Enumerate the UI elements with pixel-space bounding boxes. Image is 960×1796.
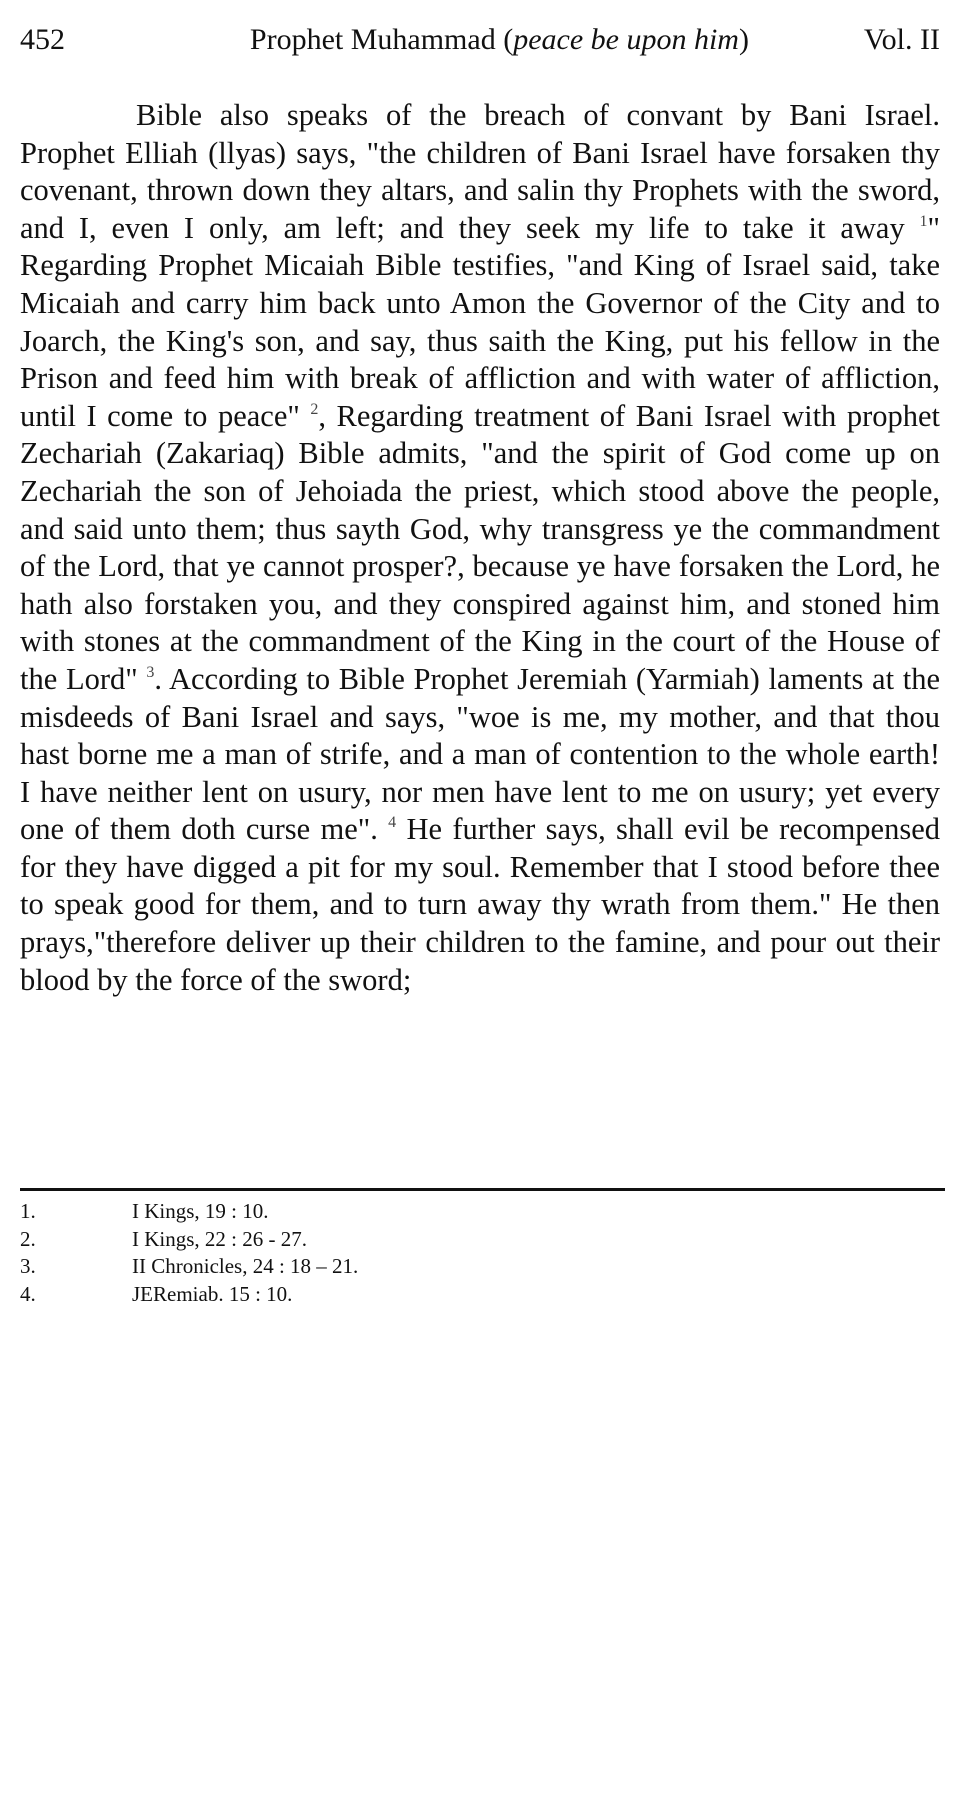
footnote-ref-4[interactable]: 4	[388, 814, 397, 832]
footnote-item	[20, 1226, 920, 1254]
volume-label: Vol. II	[863, 23, 940, 56]
footnote-number: 2.	[20, 1226, 36, 1251]
footnote-number: 1.	[20, 1199, 36, 1223]
footnote-item	[20, 1253, 920, 1281]
title-italic: peace be upon him	[513, 23, 739, 56]
footnote-item	[20, 1281, 920, 1309]
page-header	[20, 20, 940, 60]
footnote-number: 4.	[20, 1281, 36, 1306]
footnote-text: I Kings, 19 : 10.	[132, 1199, 269, 1223]
text-segment: Bible also speaks of the breach of convant by Bani Israel. Prophet Elliah (llyas) says, "the children of Bani Israel have forsaken thy covenant, thrown down they altars, and salin thy Prophets with the sword, and I, even I only, am left; and they seek my life to take it away	[20, 98, 940, 245]
footnote-ref-3[interactable]: 3	[146, 663, 155, 681]
running-title	[250, 20, 749, 60]
footnote-ref-1[interactable]: 1	[919, 212, 928, 230]
footnote-text: JERemiab. 15 : 10.	[132, 1281, 293, 1306]
footnote-text: I Kings, 22 : 26 - 27.	[132, 1226, 307, 1251]
page-number: 452	[20, 23, 65, 56]
title-suffix: )	[738, 23, 749, 56]
footnotes	[20, 1198, 920, 1308]
footnote-divider	[20, 1188, 945, 1191]
paragraph	[20, 97, 940, 999]
footnote-text: II Chronicles, 24 : 18 – 21.	[132, 1254, 359, 1278]
footnote-number: 3.	[20, 1254, 36, 1278]
text-segment: . According to Bible Prophet Jeremiah (Yarmiah) laments at the misdeeds of Bani Israel and says, "woe is me, my mother, and that thou hast borne me a man of strife, and a man of contention to the whole earth! I have neither lent on usury, nor men have lent to me on usury; yet every one of them doth curse me".	[20, 661, 941, 847]
title-prefix: Prophet Muhammad (	[249, 23, 514, 56]
footnote-ref-2[interactable]: 2	[310, 400, 319, 418]
main-text	[20, 97, 940, 999]
text-segment: He further says, shall evil be recompensed for they have digged a pit for my soul. Remember that I stood before thee to speak good for them, and to turn away thy wrath from them." He then prays,"therefore deliver up their children to the famine, and pour out their blood by the force of the sword;	[20, 812, 940, 997]
text-segment: " Regarding Prophet Micaiah Bible testifies, "and King of Israel said, take Micaiah and carry him back unto Amon the Governor of the City and to Joarch, the King's son, and say, thus saith the King, put his fellow in the Prison and feed him with break of affliction and with water of affliction, until I come to peace"	[20, 210, 940, 433]
text-segment: , Regarding treatment of Bani Israel with prophet Zechariah (Zakariaq) Bible admits, "and the spirit of God come up on Zechariah the son of Jehoiada the priest, which stood above the people, and said unto them; thus sayth God, why transgress ye the commandment of the Lord, that ye cannot prosper?, because ye have forsaken the Lord, he hath also forstaken you, and they conspired against him, and stoned him with stones at the commandment of the King in the court of the House of the Lord"	[20, 398, 940, 696]
footnote-item	[20, 1198, 920, 1226]
